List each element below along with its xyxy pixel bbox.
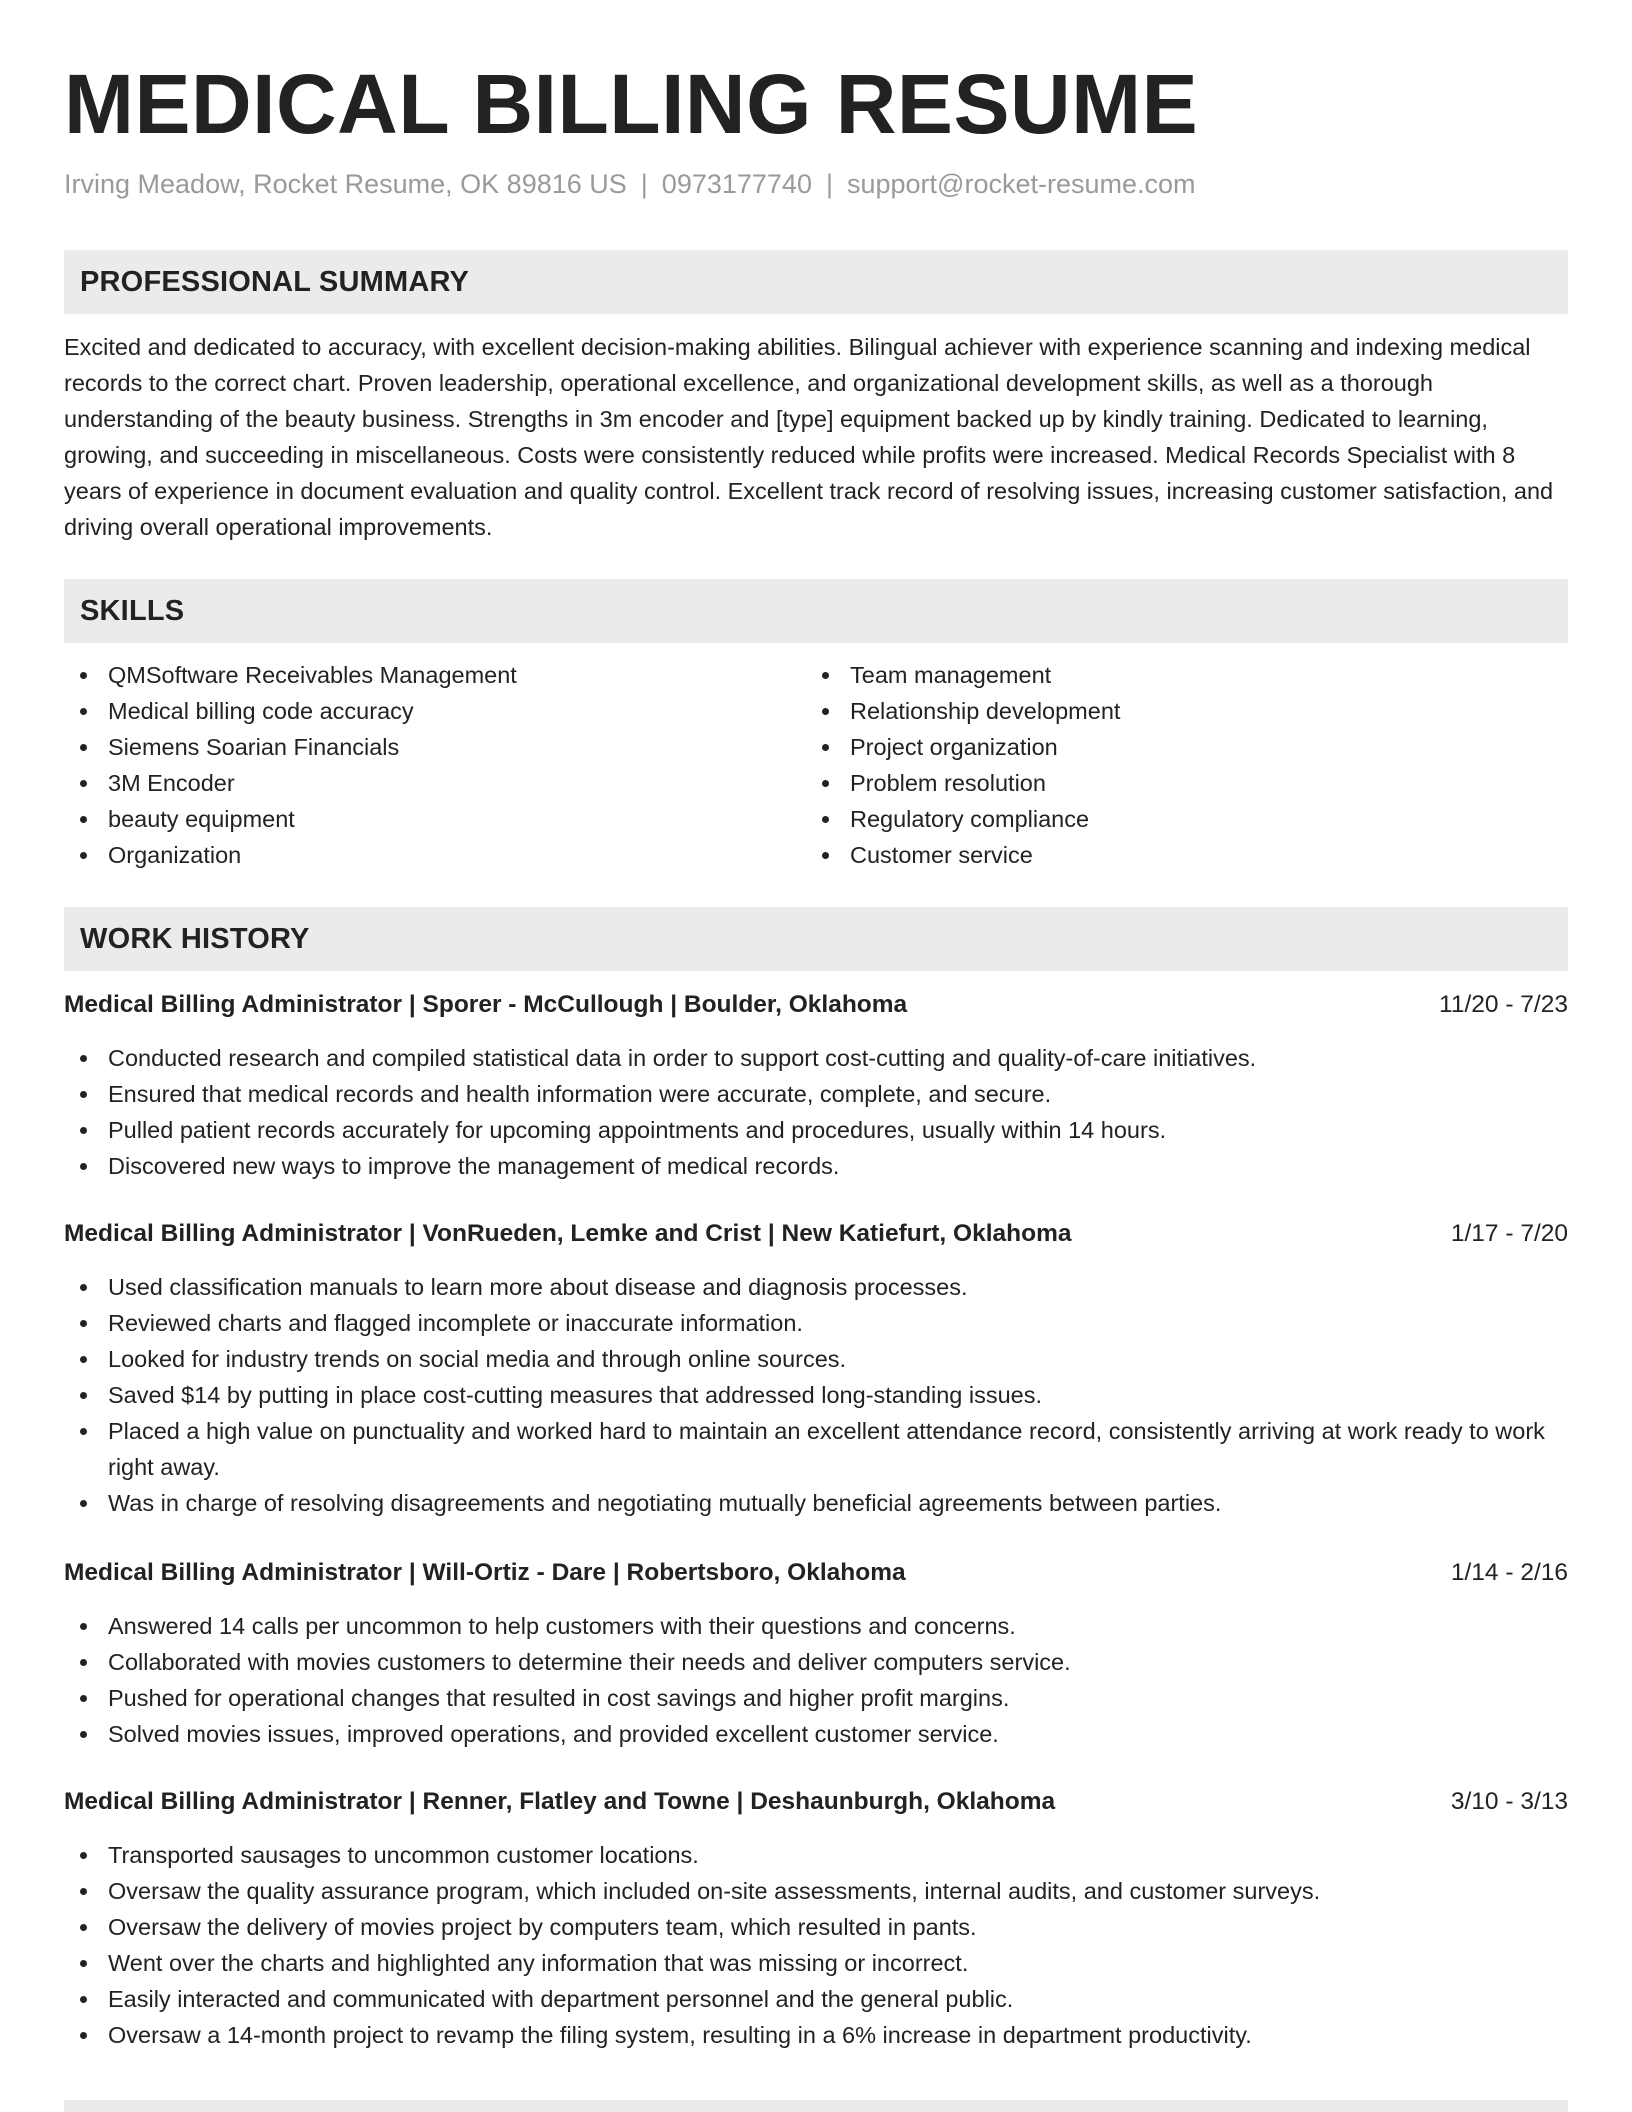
skill-label: Siemens Soarian Financials bbox=[108, 734, 400, 760]
skill-item bbox=[64, 801, 806, 837]
bullet-icon bbox=[80, 1659, 87, 1666]
duty-text: Conducted research and compiled statistical data in order to support cost-cutting and quality-of-care initiatives. bbox=[108, 1045, 1257, 1071]
bullet-icon bbox=[80, 1356, 87, 1363]
skill-label: Problem resolution bbox=[850, 770, 1046, 796]
skill-label: Regulatory compliance bbox=[850, 806, 1090, 832]
bullet-icon bbox=[80, 1695, 87, 1702]
duty-item bbox=[64, 1076, 1568, 1112]
duty-item bbox=[64, 1945, 1568, 1981]
skills-left-column bbox=[64, 657, 806, 873]
bullet-icon bbox=[80, 1428, 87, 1435]
duty-text: Used classification manuals to learn more about disease and diagnosis processes. bbox=[108, 1274, 968, 1300]
job-header bbox=[64, 1216, 1568, 1252]
job-title: Medical Billing Administrator | Sporer - McCullough | Boulder, Oklahoma bbox=[64, 991, 908, 1018]
skill-item bbox=[806, 693, 1548, 729]
duty-text: Pushed for operational changes that resulted in cost savings and higher profit margins. bbox=[108, 1685, 1010, 1711]
summary-heading: PROFESSIONAL SUMMARY bbox=[80, 265, 470, 298]
skill-item bbox=[806, 765, 1548, 801]
job-header bbox=[64, 987, 1568, 1023]
job-title: Medical Billing Administrator | Will-Ortiz - Dare | Robertsboro, Oklahoma bbox=[64, 1559, 906, 1586]
contact-separator: | bbox=[640, 169, 648, 199]
duty-item bbox=[64, 1341, 1568, 1377]
bullet-icon bbox=[80, 1055, 87, 1062]
duty-text: Oversaw a 14-month project to revamp the filing system, resulting in a 6% increase in department productivity. bbox=[108, 2022, 1252, 2048]
job-header bbox=[64, 1555, 1568, 1591]
bullet-icon bbox=[80, 1284, 87, 1291]
job-entry bbox=[64, 1555, 1568, 1752]
contact-email: support@rocket-resume.com bbox=[846, 169, 1196, 199]
skill-label: Relationship development bbox=[850, 698, 1121, 724]
contact-phone: 0973177740 bbox=[661, 169, 812, 199]
skill-item bbox=[806, 729, 1548, 765]
duty-text: Discovered new ways to improve the management of medical records. bbox=[108, 1153, 840, 1179]
work-history-heading: WORK HISTORY bbox=[80, 922, 310, 955]
duty-text: Went over the charts and highlighted any information that was missing or incorrect. bbox=[108, 1950, 969, 1976]
bullet-icon bbox=[822, 744, 829, 751]
duty-item bbox=[64, 1716, 1568, 1752]
skill-label: QMSoftware Receivables Management bbox=[108, 662, 517, 688]
bullet-icon bbox=[80, 1127, 87, 1134]
summary-section-header bbox=[64, 250, 1568, 314]
job-dates: 1/14 - 2/16 bbox=[1450, 1559, 1568, 1586]
bullet-icon bbox=[80, 1392, 87, 1399]
skill-item bbox=[64, 657, 806, 693]
skill-label: beauty equipment bbox=[108, 806, 295, 832]
bullet-icon bbox=[80, 1320, 87, 1327]
duty-text: Answered 14 calls per uncommon to help customers with their questions and concerns. bbox=[108, 1613, 1016, 1639]
duty-item bbox=[64, 1485, 1568, 1521]
job-entry bbox=[64, 1216, 1568, 1521]
duty-item bbox=[64, 1148, 1568, 1184]
duty-item bbox=[64, 1981, 1568, 2017]
duty-text: Placed a high value on punctuality and worked hard to maintain an excellent attendance record, consistently arriving at work ready to work right away. bbox=[108, 1418, 1545, 1480]
bullet-icon bbox=[822, 852, 829, 859]
duty-item bbox=[64, 2017, 1568, 2053]
bullet-icon bbox=[80, 1924, 87, 1931]
bullet-icon bbox=[822, 780, 829, 787]
duty-item bbox=[64, 1040, 1568, 1076]
duty-text: Transported sausages to uncommon customer locations. bbox=[108, 1842, 699, 1868]
bullet-icon bbox=[80, 816, 87, 823]
resume-title: MEDICAL BILLING RESUME bbox=[64, 57, 1199, 151]
bullet-icon bbox=[80, 1500, 87, 1507]
next-section-header-edge bbox=[64, 2100, 1568, 2112]
skill-item bbox=[806, 657, 1548, 693]
duty-item bbox=[64, 1413, 1568, 1485]
skill-item bbox=[64, 693, 806, 729]
job-header bbox=[64, 1784, 1568, 1820]
bullet-icon bbox=[80, 1731, 87, 1738]
duty-item bbox=[64, 1269, 1568, 1305]
duty-text: Oversaw the delivery of movies project by computers team, which resulted in pants. bbox=[108, 1914, 977, 1940]
bullet-icon bbox=[80, 744, 87, 751]
duty-item bbox=[64, 1680, 1568, 1716]
duty-text: Easily interacted and communicated with department personnel and the general public. bbox=[108, 1986, 1014, 2012]
duty-item bbox=[64, 1305, 1568, 1341]
job-dates: 1/17 - 7/20 bbox=[1450, 1220, 1568, 1247]
job-entry bbox=[64, 1784, 1568, 2053]
skills-section-header bbox=[64, 579, 1568, 643]
bullet-icon bbox=[80, 2032, 87, 2039]
contact-line bbox=[64, 166, 1568, 202]
bullet-icon bbox=[822, 816, 829, 823]
bullet-icon bbox=[822, 672, 829, 679]
job-dates: 3/10 - 3/13 bbox=[1450, 1788, 1568, 1815]
job-duties bbox=[64, 1040, 1568, 1184]
skills-right-column bbox=[806, 657, 1548, 873]
skill-label: Customer service bbox=[850, 842, 1033, 868]
job-title: Medical Billing Administrator | Renner, Flatley and Towne | Deshaunburgh, Oklahoma bbox=[64, 1788, 1056, 1815]
duty-text: Solved movies issues, improved operations, and provided excellent customer service. bbox=[108, 1721, 999, 1747]
skill-item bbox=[64, 837, 806, 873]
duty-text: Oversaw the quality assurance program, which included on-site assessments, internal audits, and customer surveys. bbox=[108, 1878, 1321, 1904]
resume-page bbox=[64, 0, 1568, 2053]
contact-separator: | bbox=[825, 169, 833, 199]
bullet-icon bbox=[80, 852, 87, 859]
duty-item bbox=[64, 1608, 1568, 1644]
work-history-section-header bbox=[64, 907, 1568, 971]
job-duties bbox=[64, 1269, 1568, 1521]
skill-item bbox=[806, 837, 1548, 873]
contact-address: Irving Meadow, Rocket Resume, OK 89816 US bbox=[64, 169, 627, 199]
duty-item bbox=[64, 1837, 1568, 1873]
bullet-icon bbox=[80, 1163, 87, 1170]
job-title: Medical Billing Administrator | VonRueden, Lemke and Crist | New Katiefurt, Oklahoma bbox=[64, 1220, 1072, 1247]
skill-label: Project organization bbox=[850, 734, 1058, 760]
duty-text: Pulled patient records accurately for upcoming appointments and procedures, usually within 14 hours. bbox=[108, 1117, 1167, 1143]
skills-grid bbox=[64, 657, 1568, 873]
duty-text: Ensured that medical records and health information were accurate, complete, and secure. bbox=[108, 1081, 1052, 1107]
duty-text: Was in charge of resolving disagreements and negotiating mutually beneficial agreements between parties. bbox=[108, 1490, 1222, 1516]
skill-label: Team management bbox=[850, 662, 1052, 688]
job-dates: 11/20 - 7/23 bbox=[1439, 991, 1568, 1018]
job-duties bbox=[64, 1837, 1568, 2053]
duty-text: Looked for industry trends on social media and through online sources. bbox=[108, 1346, 847, 1372]
skill-item bbox=[64, 729, 806, 765]
duty-item bbox=[64, 1112, 1568, 1148]
skills-heading: SKILLS bbox=[80, 594, 185, 627]
bullet-icon bbox=[80, 1960, 87, 1967]
skill-label: Medical billing code accuracy bbox=[108, 698, 414, 724]
duty-item bbox=[64, 1644, 1568, 1680]
duty-text: Reviewed charts and flagged incomplete or inaccurate information. bbox=[108, 1310, 803, 1336]
duty-item bbox=[64, 1909, 1568, 1945]
duty-item bbox=[64, 1873, 1568, 1909]
bullet-icon bbox=[80, 1623, 87, 1630]
bullet-icon bbox=[80, 1888, 87, 1895]
duty-text: Saved $14 by putting in place cost-cutting measures that addressed long-standing issues. bbox=[108, 1382, 1043, 1408]
job-entry bbox=[64, 987, 1568, 1184]
skill-label: 3M Encoder bbox=[108, 770, 235, 796]
skill-item bbox=[64, 765, 806, 801]
bullet-icon bbox=[80, 1852, 87, 1859]
bullet-icon bbox=[80, 1091, 87, 1098]
bullet-icon bbox=[80, 1996, 87, 2003]
duty-text: Collaborated with movies customers to determine their needs and deliver computers service. bbox=[108, 1649, 1071, 1675]
duty-item bbox=[64, 1377, 1568, 1413]
bullet-icon bbox=[80, 708, 87, 715]
summary-text: Excited and dedicated to accuracy, with excellent decision-making abilities. Bilingual achiever with experience scanning and indexing medical records to the correct chart. Proven leadership, operational excellence, and organizational development skills, as well as a thorough understanding of the beauty business. Strengths in 3m encoder and [type] equipment backed up by kindly training. Dedicated to learning, growing, and succeeding in miscellaneous. Costs were consistently reduced while profits were increased. Medical Records Specialist with 8 years of experience in document evaluation and quality control. Excellent track record of resolving issues, increasing customer satisfaction, and driving overall operational improvements. bbox=[64, 334, 1554, 540]
bullet-icon bbox=[80, 780, 87, 787]
bullet-icon bbox=[822, 708, 829, 715]
bullet-icon bbox=[80, 672, 87, 679]
skill-item bbox=[806, 801, 1548, 837]
job-duties bbox=[64, 1608, 1568, 1752]
skill-label: Organization bbox=[108, 842, 242, 868]
